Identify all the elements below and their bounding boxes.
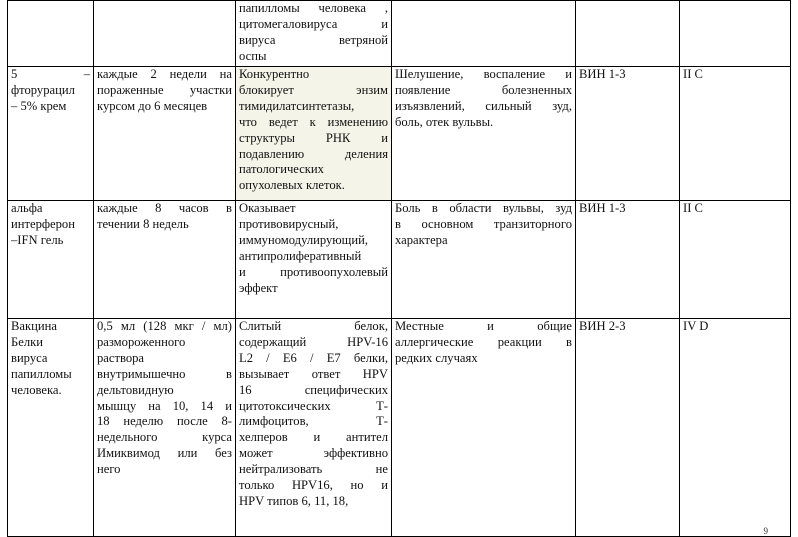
table-row [8, 1, 791, 67]
evidence-cell [680, 1, 791, 67]
evidence-cell [680, 319, 791, 537]
cell-text-line: боль, отек вульвы. [395, 114, 494, 129]
cell-text-line: хелперов и антител [239, 430, 388, 445]
mechanism-cell [236, 201, 392, 319]
dosage-cell [94, 1, 236, 67]
cell-text-line: блокирует энзим [239, 82, 388, 97]
dosage-cell [94, 319, 236, 537]
cell-text-line: папилломы человека , [239, 1, 388, 15]
cell-text-line: 18 неделю после 8- [97, 414, 232, 429]
cell-text-line: интерферон [11, 216, 75, 231]
drug-cell [8, 201, 94, 319]
cell-text-line: вируса [11, 350, 48, 365]
cell-text-line: него [97, 462, 121, 477]
cell-text-line: дельтовидную [97, 382, 174, 397]
cell-text: ВИН 2-3 [579, 319, 626, 333]
table-row [8, 201, 791, 319]
cell-text-line: течении 8 недель [97, 216, 189, 231]
cell-text-line: каждые 2 недели на [97, 67, 232, 81]
drug-cell [8, 1, 94, 67]
cell-text-line: Конкурентно [239, 67, 310, 81]
side-effects-cell [392, 201, 576, 319]
indication-cell [576, 319, 680, 537]
dosage-cell [94, 201, 236, 319]
cell-text: ВИН 1-3 [579, 201, 626, 215]
cell-text-line: появление болезненных [395, 82, 572, 97]
indication-cell [576, 201, 680, 319]
cell-text-line: 16 специфических [239, 382, 388, 397]
cell-text-line: эффект [239, 280, 278, 295]
cell-text-line: размороженного [97, 334, 186, 349]
cell-text-line: иммуномодулирующий, [239, 232, 369, 247]
cell-text-line: курсом до 6 месяцев [97, 98, 208, 113]
cell-text-line: Имиквимод или без [97, 446, 232, 461]
cell-text-line: Боль в области вульвы, зуд [395, 201, 572, 215]
cell-text-line: лимфоцитов, Т- [239, 414, 388, 429]
cell-text-line: тимидилатсинтетазы, [239, 98, 355, 113]
cell-text-line: цитомегаловируса и [239, 16, 388, 31]
side-effects-cell [392, 319, 576, 537]
cell-text-line: аллергические реакции в [395, 334, 572, 349]
side-effects-cell [392, 67, 576, 201]
cell-text-line: 0,5 мл (128 мкг / мл) [97, 319, 232, 333]
table-row [8, 67, 791, 201]
cell-text-line: человека. [11, 382, 62, 397]
cell-text-line: Вакцина [11, 319, 57, 333]
cell-text-line: и противоопухолевый [239, 264, 388, 279]
cell-text-line: патологических [239, 162, 324, 177]
drug-cell [8, 319, 94, 537]
side-effects-cell [392, 1, 576, 67]
cell-text-line: оспы [239, 48, 267, 63]
cell-text-line: содержащий HPV-16 [239, 334, 388, 349]
cell-text-line: редких случаях [395, 350, 478, 365]
cell-text-line: раствора [97, 350, 145, 365]
cell-text-line: опухолевых клеток. [239, 178, 345, 193]
cell-text-line: недельного курса [97, 430, 232, 445]
cell-text-line: изъязвлений, сильный зуд, [395, 98, 572, 113]
evidence-cell [680, 201, 791, 319]
dosage-cell [94, 67, 236, 201]
cell-text-line: только HPV16, но и [239, 478, 388, 493]
mechanism-cell [236, 67, 392, 201]
indication-cell [576, 1, 680, 67]
cell-text-line: антипролиферативный [239, 248, 362, 263]
cell-text-line: в основном транзиторного [395, 216, 572, 231]
cell-text-line: папилломы [11, 366, 72, 381]
cell-text-line: L2 / E6 / E7 белки, [239, 350, 388, 365]
table-row [8, 319, 791, 537]
cell-text-line: нейтрализовать не [239, 462, 388, 477]
cell-text: ВИН 1-3 [579, 67, 626, 81]
cell-text-line: структуры РНК и [239, 130, 388, 145]
cell-text-line: противовирусный, [239, 216, 339, 231]
cell-text-line: что ведет к изменению [239, 114, 388, 129]
drug-cell [8, 67, 94, 201]
cell-text-line: –IFN гель [11, 232, 64, 247]
cell-text-line: Оказывает [239, 201, 296, 215]
cell-text: II C [683, 201, 703, 215]
cell-text: IV D [683, 319, 709, 333]
mechanism-cell [236, 319, 392, 537]
cell-text-line: вируса ветряной [239, 32, 388, 47]
cell-text-line: каждые 8 часов в [97, 201, 232, 215]
cell-text-line: альфа [11, 201, 43, 215]
mechanism-cell [236, 1, 392, 67]
cell-text-line: 5 – [11, 67, 90, 81]
cell-text-line: цитотоксических Т- [239, 398, 388, 413]
evidence-cell [680, 67, 791, 201]
cell-text-line: характера [395, 232, 448, 247]
cell-text-line: – 5% крем [11, 98, 67, 113]
cell-text-line: пораженные участки [97, 82, 232, 97]
cell-text-line: HPV типов 6, 11, 18, [239, 493, 349, 508]
cell-text-line: мышцу на 10, 14 и [97, 398, 232, 413]
cell-text-line: внутримышечно в [97, 366, 232, 381]
treatment-table [7, 0, 791, 537]
cell-text-line: вызывает ответ HPV [239, 366, 388, 381]
cell-text-line: может эффективно [239, 446, 388, 461]
indication-cell [576, 67, 680, 201]
cell-text-line: Слитый белок, [239, 319, 388, 333]
cell-text-line: Шелушение, воспаление и [395, 67, 572, 81]
page-number: 9 [763, 526, 768, 536]
cell-text-line: подавлению деления [239, 146, 388, 161]
cell-text-line: Белки [11, 334, 43, 349]
cell-text: II C [683, 67, 703, 81]
cell-text-line: Местные и общие [395, 319, 572, 333]
cell-text-line: фторурацил [11, 82, 75, 97]
